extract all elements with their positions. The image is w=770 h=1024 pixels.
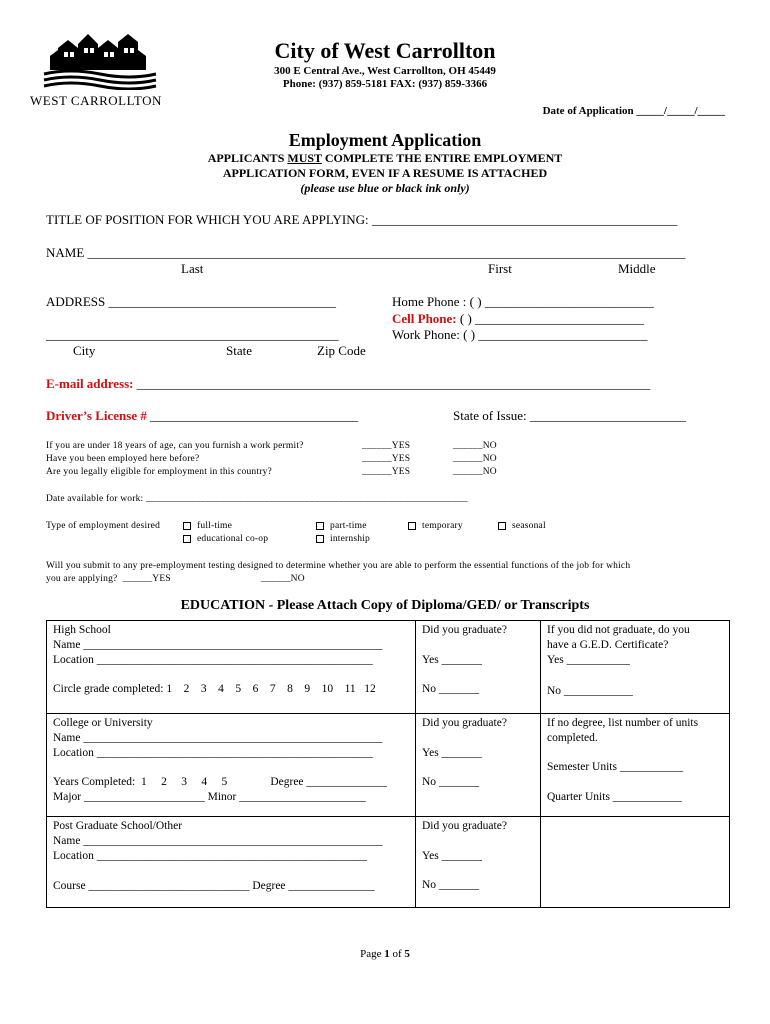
table-row [47,621,730,714]
date-available-field[interactable]: Date available for work: _________________________________________________________________ [46,494,468,504]
question-eligible: Are you legally eligible for employment in this country? [46,467,272,477]
ink-note: (please use blue or black ink only) [300,181,470,195]
quarter-units[interactable]: Quarter Units ____________ [547,791,682,803]
option-internship[interactable]: internship [316,534,370,544]
college-graduate-no[interactable]: No _______ [422,776,480,788]
college-cell [47,714,416,817]
no-option-2[interactable]: ______NO [453,454,497,464]
post-graduate-yes[interactable]: Yes _______ [422,850,482,862]
must-emphasis: MUST [287,151,322,165]
high-school-cell [47,621,416,714]
checkbox-icon [498,522,506,530]
post-grad-name[interactable]: Name ____________________________________________________ [53,835,383,847]
work-phone-field[interactable]: Work Phone: ( ) __________________________ [392,327,648,342]
name-first-label: First [488,261,512,276]
post-graduate-no[interactable]: No _______ [422,879,480,891]
option-full-time[interactable]: full-time [183,521,232,531]
address-line2[interactable]: _____________________________________________ [46,327,339,342]
college-name[interactable]: Name ____________________________________________________ [53,732,383,744]
yes-option-1[interactable]: ______YES [362,441,411,451]
hs-graduate-yes[interactable]: Yes _______ [422,654,482,666]
license-label: Driver’s License # [46,408,147,423]
option-part-time[interactable]: part-time [316,521,367,531]
ged-yes[interactable]: Yes ___________ [547,654,630,666]
address-field[interactable]: ADDRESS ___________________________________ [46,294,336,309]
ged-cell [541,621,730,714]
checkbox-icon [408,522,416,530]
post-grad-location[interactable]: Location _______________________________________________ [53,850,367,862]
email-label: E-mail address: [46,376,134,391]
checkbox-icon [183,535,191,543]
form-title: Employment Application [288,130,482,150]
no-option-1[interactable]: ______NO [453,441,497,451]
testing-question-1: Will you submit to any pre-employment testing designed to determine whether you are able to perform the essential functions of the job for which [46,561,631,571]
units-question-2: completed. [547,732,598,744]
units-question-1: If no degree, list number of units [547,717,699,729]
empty-cell [541,817,730,908]
yes-option-2[interactable]: ______YES [362,454,411,464]
post-grad-cell [47,817,416,908]
college-graduate-label: Did you graduate? [422,717,507,729]
college-graduate-cell [416,714,541,817]
city-name: City of West Carrollton [274,38,496,63]
email-field[interactable]: E-mail address: _______________________________________________________________________________ [46,376,651,391]
cell-phone-field[interactable]: Cell Phone: ( ) __________________________ [392,311,645,326]
checkbox-icon [183,522,191,530]
education-heading: EDUCATION - Please Attach Copy of Diploma/GED/ or Transcripts [180,598,590,613]
post-graduate-label: Did you graduate? [422,820,507,832]
yes-option-3[interactable]: ______YES [362,467,411,477]
hs-graduate-label: Did you graduate? [422,624,507,636]
college-location[interactable]: Location ________________________________________________ [53,747,373,759]
city-label: City [73,343,96,358]
name-middle-label: Middle [618,261,656,276]
option-temporary[interactable]: temporary [408,521,463,531]
high-school-title: High School [53,624,111,636]
form-subtitle-1: APPLICANTS MUST COMPLETE THE ENTIRE EMPLOYMENT [207,151,563,165]
logo-text: WEST CARROLLTON [30,93,162,108]
semester-units[interactable]: Semester Units ___________ [547,761,684,773]
years-completed[interactable]: Years Completed: 1 2 3 4 5 Degree ______________ [53,776,387,788]
post-graduate-cell [416,817,541,908]
checkbox-icon [316,522,324,530]
hs-graduate-cell [416,621,541,714]
post-grad-title: Post Graduate School/Other [53,820,183,832]
city-phone: Phone: (937) 859-5181 FAX: (937) 859-3366 [282,78,488,90]
college-graduate-yes[interactable]: Yes _______ [422,747,482,759]
license-field[interactable]: Driver’s License # ________________________________ [46,408,359,423]
no-option-3[interactable]: ______NO [453,467,497,477]
testing-question-2[interactable]: you are applying? ______YES ______NO [46,574,305,584]
high-school-location[interactable]: Location ________________________________________________ [53,654,373,666]
name-last-label: Last [181,261,204,276]
date-of-application[interactable]: Date of Application _____/_____/_____ [542,105,725,117]
page-number: Page 1 of 5 [360,948,410,960]
cell-phone-label: Cell Phone: [392,311,457,326]
zip-label: Zip Code [317,343,366,358]
grade-completed[interactable]: Circle grade completed: 1 2 3 4 5 6 7 8 9 10 11 12 [53,683,376,695]
question-work-permit: If you are under 18 years of age, can you furnish a work permit? [46,441,304,451]
table-row [47,817,730,908]
city-address: 300 E Central Ave., West Carrollton, OH 45449 [274,65,496,77]
option-educational-co-op[interactable]: educational co-op [183,534,268,544]
high-school-name[interactable]: Name ____________________________________________________ [53,639,383,651]
education-table [46,620,730,908]
employment-type-label: Type of employment desired [46,521,161,531]
ged-question-1: If you did not graduate, do you [547,624,690,636]
major-minor[interactable]: Major _____________________ Minor ______________________ [53,791,366,803]
ged-question-2: have a G.E.D. Certificate? [547,639,669,651]
college-title: College or University [53,717,153,729]
hs-graduate-no[interactable]: No _______ [422,683,480,695]
question-employed-before: Have you been employed here before? [46,454,200,464]
position-field[interactable]: TITLE OF POSITION FOR WHICH YOU ARE APPLYING: _______________________________________________ [46,212,678,227]
post-grad-course[interactable]: Course ____________________________ Degree _______________ [53,880,375,892]
name-field[interactable]: NAME ____________________________________________________________________________________________ [46,245,686,260]
table-row [47,714,730,817]
checkbox-icon [316,535,324,543]
form-subtitle-2: APPLICATION FORM, EVEN IF A RESUME IS ATTACHED [222,166,548,180]
units-cell [541,714,730,817]
ged-no[interactable]: No ____________ [547,685,633,697]
option-seasonal[interactable]: seasonal [498,521,546,531]
home-phone-field[interactable]: Home Phone : ( ) __________________________ [392,294,654,309]
state-of-issue-field[interactable]: State of Issue: ________________________ [453,408,686,423]
state-label: State [226,343,252,358]
